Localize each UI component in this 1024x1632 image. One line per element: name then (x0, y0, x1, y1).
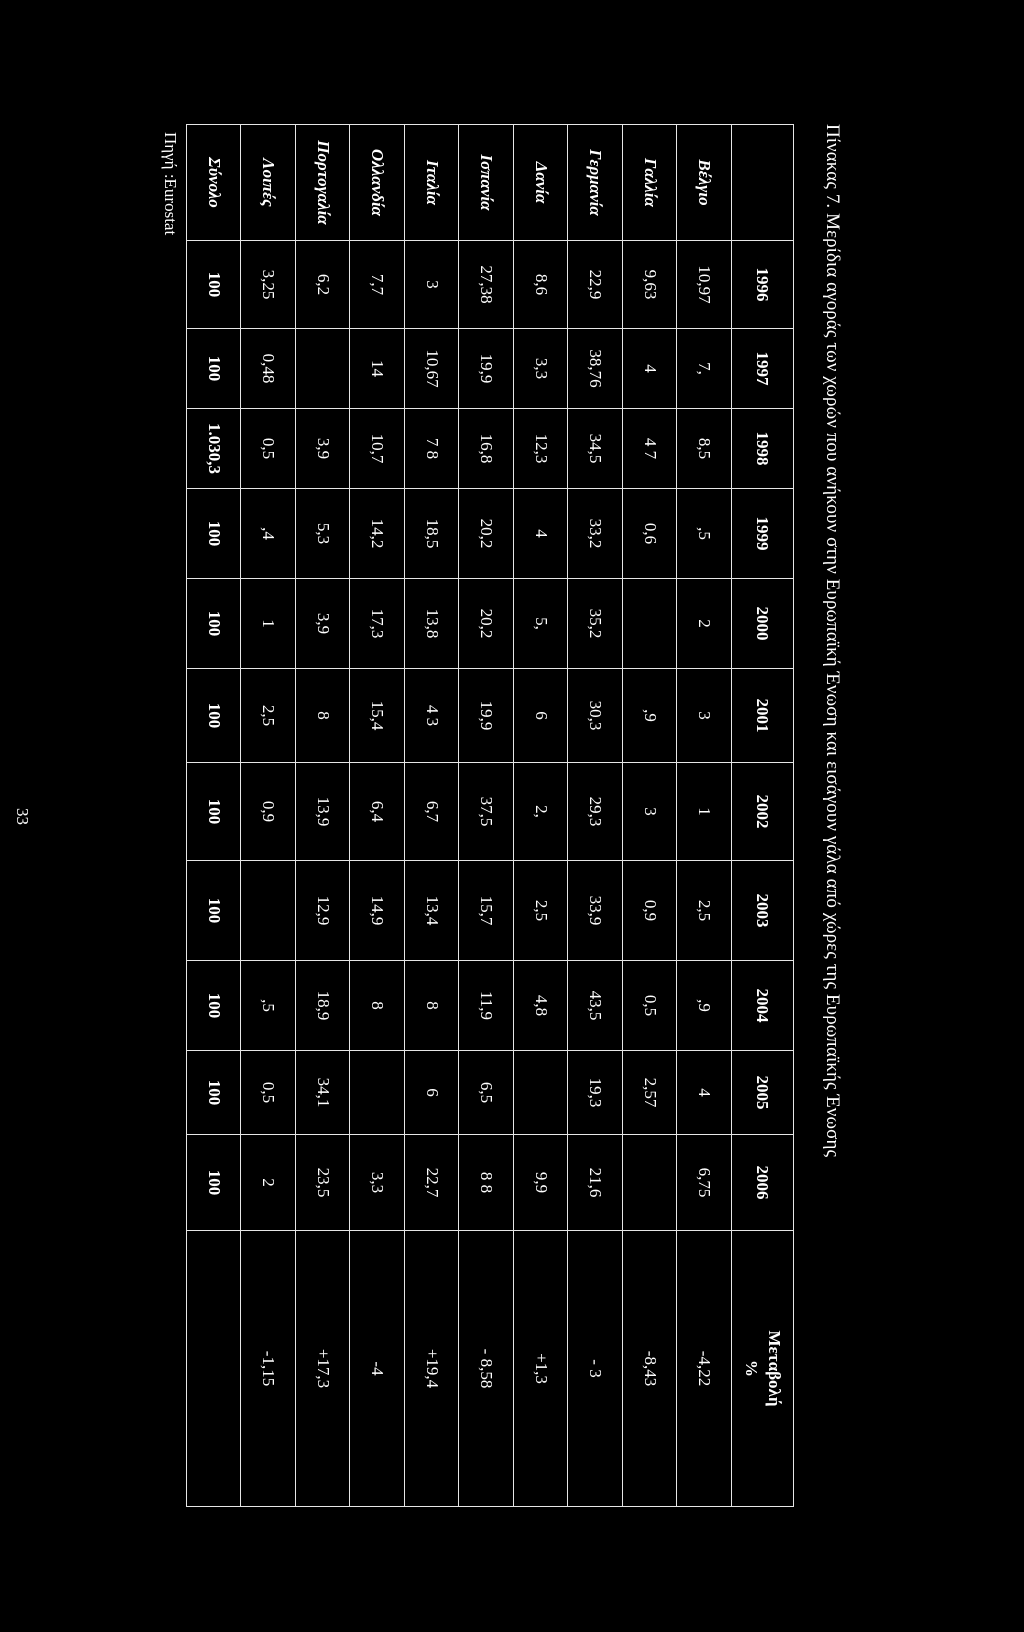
country-cell: Ολλανδία (350, 125, 405, 241)
value-cell: 20,2 (459, 579, 514, 669)
country-cell: Πορτογαλία (296, 125, 351, 241)
country-cell: Σύνολο (187, 125, 242, 241)
value-cell: 29,3 (568, 763, 623, 861)
value-cell: 6,2 (296, 241, 351, 329)
source-note: Πηγή :Eurostat (161, 132, 180, 236)
value-cell: 6,4 (350, 763, 405, 861)
market-share-table (186, 124, 794, 1507)
page-number: 33 (13, 808, 32, 825)
header-row (732, 125, 794, 1507)
value-cell: 100 (187, 329, 242, 409)
value-cell: 2,57 (623, 1051, 678, 1135)
value-cell: 6 (514, 669, 569, 763)
value-cell: 33,9 (568, 861, 623, 961)
value-cell: 100 (187, 669, 242, 763)
value-cell: 1.030,3 (187, 409, 242, 489)
change-cell (187, 1231, 242, 1507)
value-cell: 100 (187, 241, 242, 329)
value-cell: 2 (241, 1135, 296, 1231)
value-cell: 8,6 (514, 241, 569, 329)
value-cell: 13,4 (405, 861, 460, 961)
value-cell: 4 (623, 329, 678, 409)
table-row (514, 125, 569, 1507)
value-cell: 16,8 (459, 409, 514, 489)
year-header: 2001 (732, 669, 794, 763)
table-row (241, 125, 296, 1507)
value-cell (514, 1051, 569, 1135)
value-cell: 22,9 (568, 241, 623, 329)
value-cell: 5, (514, 579, 569, 669)
value-cell: 2,5 (677, 861, 732, 961)
country-cell: Γερμανία (568, 125, 623, 241)
value-cell: 6 (405, 1051, 460, 1135)
value-cell: 15,4 (350, 669, 405, 763)
year-header: 1998 (732, 409, 794, 489)
value-cell: 1 (677, 763, 732, 861)
value-cell: 21,6 (568, 1135, 623, 1231)
value-cell: 3,9 (296, 409, 351, 489)
value-cell: 12,3 (514, 409, 569, 489)
value-cell: 34,1 (296, 1051, 351, 1135)
value-cell: 15,7 (459, 861, 514, 961)
value-cell: 19,9 (459, 329, 514, 409)
value-cell: 100 (187, 763, 242, 861)
country-cell: Ισπανία (459, 125, 514, 241)
table-row (568, 125, 623, 1507)
value-cell: 3 (405, 241, 460, 329)
value-cell: 100 (187, 1135, 242, 1231)
value-cell: 9,63 (623, 241, 678, 329)
value-cell: 7, (677, 329, 732, 409)
value-cell: 6,5 (459, 1051, 514, 1135)
value-cell: 0,5 (241, 409, 296, 489)
table-row (296, 125, 351, 1507)
value-cell: 7 8 (405, 409, 460, 489)
value-cell: 4 (514, 489, 569, 579)
value-cell: 23,5 (296, 1135, 351, 1231)
value-cell: 0,6 (623, 489, 678, 579)
table-caption: Πίνακας 7. Μερίδια αγοράς των χωρών που ανήκουν στην Ευρωπαϊκή Ένωση και εισάγουν γάλα από χώρες της Ευρωπαϊκής Ένωσης (822, 124, 843, 1158)
total-row (187, 125, 242, 1507)
value-cell: 3,3 (350, 1135, 405, 1231)
year-header: 1996 (732, 241, 794, 329)
value-cell: ,5 (677, 489, 732, 579)
table-row (677, 125, 732, 1507)
value-cell: 35,2 (568, 579, 623, 669)
value-cell: 4 (677, 1051, 732, 1135)
value-cell (623, 579, 678, 669)
year-header: 1999 (732, 489, 794, 579)
value-cell: 0,5 (623, 961, 678, 1051)
year-header: 2000 (732, 579, 794, 669)
value-cell: 10,97 (677, 241, 732, 329)
value-cell: 4,8 (514, 961, 569, 1051)
change-header-unit: % (742, 1360, 762, 1377)
change-cell: +1,3 (514, 1231, 569, 1507)
year-header: 1997 (732, 329, 794, 409)
value-cell: 22,7 (405, 1135, 460, 1231)
value-cell (623, 1135, 678, 1231)
corner-cell (732, 125, 794, 241)
value-cell: 3 (677, 669, 732, 763)
value-cell: 33,2 (568, 489, 623, 579)
value-cell: 8 (296, 669, 351, 763)
value-cell (241, 861, 296, 961)
value-cell: 14,2 (350, 489, 405, 579)
value-cell: 100 (187, 961, 242, 1051)
value-cell: 19,3 (568, 1051, 623, 1135)
value-cell: 34,5 (568, 409, 623, 489)
value-cell: 27,38 (459, 241, 514, 329)
value-cell: 3 (623, 763, 678, 861)
year-header: 2002 (732, 763, 794, 861)
value-cell: 18,9 (296, 961, 351, 1051)
value-cell: 19,9 (459, 669, 514, 763)
value-cell: 20,2 (459, 489, 514, 579)
value-cell: 3,9 (296, 579, 351, 669)
country-cell: Γαλλία (623, 125, 678, 241)
value-cell: 0,5 (241, 1051, 296, 1135)
change-cell: - 8,58 (459, 1231, 514, 1507)
value-cell: 3,25 (241, 241, 296, 329)
value-cell (350, 1051, 405, 1135)
value-cell: 8 8 (459, 1135, 514, 1231)
value-cell: 10,67 (405, 329, 460, 409)
value-cell: 6,75 (677, 1135, 732, 1231)
country-cell: Λοιπές (241, 125, 296, 241)
value-cell: 0,48 (241, 329, 296, 409)
table-body (187, 125, 732, 1507)
change-cell: -4,22 (677, 1231, 732, 1507)
table-row (459, 125, 514, 1507)
value-cell: 11,9 (459, 961, 514, 1051)
country-cell: Ιταλία (405, 125, 460, 241)
value-cell: 9,9 (514, 1135, 569, 1231)
value-cell: ,4 (241, 489, 296, 579)
value-cell (296, 329, 351, 409)
change-cell: +17,3 (296, 1231, 351, 1507)
value-cell: 8,5 (677, 409, 732, 489)
value-cell: 5,3 (296, 489, 351, 579)
country-cell: Δανία (514, 125, 569, 241)
table-row (405, 125, 460, 1507)
value-cell: 13,8 (405, 579, 460, 669)
value-cell: 14 (350, 329, 405, 409)
value-cell: 17,3 (350, 579, 405, 669)
value-cell: 8 (405, 961, 460, 1051)
value-cell: 100 (187, 579, 242, 669)
value-cell: 2 (677, 579, 732, 669)
value-cell: ,5 (241, 961, 296, 1051)
year-header: 2004 (732, 961, 794, 1051)
change-cell: -4 (350, 1231, 405, 1507)
value-cell: 12,9 (296, 861, 351, 961)
table-row (623, 125, 678, 1507)
change-cell: +19,4 (405, 1231, 460, 1507)
year-header: 2003 (732, 861, 794, 961)
value-cell: 38,76 (568, 329, 623, 409)
value-cell: 6,7 (405, 763, 460, 861)
value-cell: ,9 (677, 961, 732, 1051)
change-cell: - 3 (568, 1231, 623, 1507)
value-cell: 100 (187, 1051, 242, 1135)
value-cell: 37,5 (459, 763, 514, 861)
value-cell: 43,5 (568, 961, 623, 1051)
country-cell: Βέλγιο (677, 125, 732, 241)
year-header: 2006 (732, 1135, 794, 1231)
value-cell: 0,9 (623, 861, 678, 961)
value-cell: 30,3 (568, 669, 623, 763)
value-cell: 10,7 (350, 409, 405, 489)
value-cell: 18,5 (405, 489, 460, 579)
value-cell: 2,5 (514, 861, 569, 961)
year-header: 2005 (732, 1051, 794, 1135)
change-header (732, 1231, 794, 1507)
value-cell: ,9 (623, 669, 678, 763)
table-row (350, 125, 405, 1507)
value-cell: 100 (187, 861, 242, 961)
value-cell: 7,7 (350, 241, 405, 329)
change-cell: -1,15 (241, 1231, 296, 1507)
change-cell: -8,43 (623, 1231, 678, 1507)
value-cell: 1 (241, 579, 296, 669)
value-cell: 8 (350, 961, 405, 1051)
change-header-label: Μεταβολή (764, 1330, 784, 1407)
value-cell: 0,9 (241, 763, 296, 861)
value-cell: 3,3 (514, 329, 569, 409)
value-cell: 2, (514, 763, 569, 861)
value-cell: 2,5 (241, 669, 296, 763)
value-cell: 4 7 (623, 409, 678, 489)
value-cell: 4 3 (405, 669, 460, 763)
value-cell: 13,9 (296, 763, 351, 861)
value-cell: 100 (187, 489, 242, 579)
value-cell: 14,9 (350, 861, 405, 961)
